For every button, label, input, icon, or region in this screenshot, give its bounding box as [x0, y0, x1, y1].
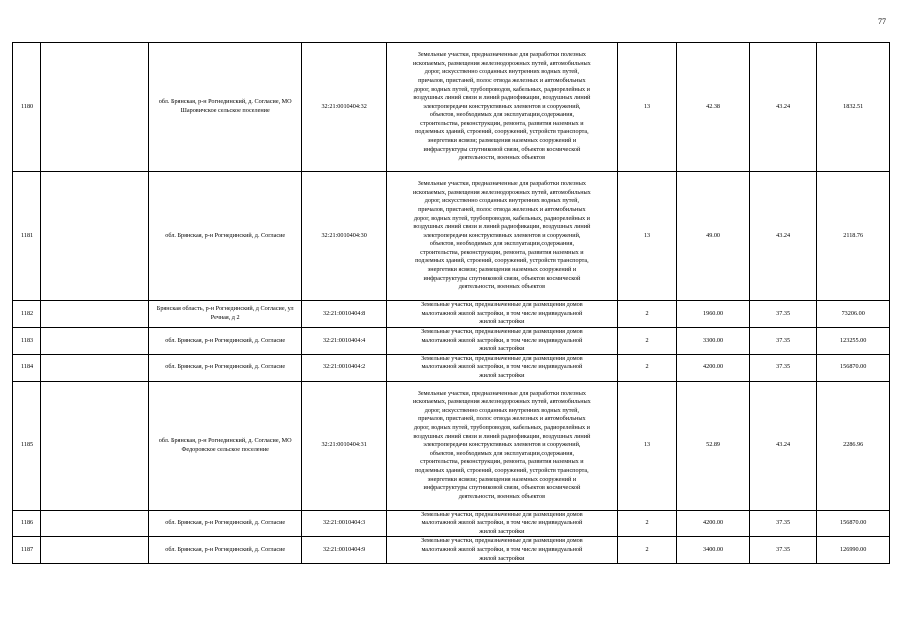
land-use-line: Земельные участки, предназначенные для разработки полезных [417, 389, 586, 397]
cadastral-value-cell: 156870.00 [817, 354, 890, 381]
use-code-cell: 2 [617, 354, 676, 381]
land-use-line: строительства, реконструкции, ремонта, развития наземных и [420, 458, 584, 466]
use-code-cell: 13 [617, 381, 676, 510]
land-use-line: Земельные участки, предназначенные для размещения домов [421, 510, 583, 518]
row-number: 1182 [13, 301, 41, 328]
blank-cell [41, 43, 149, 172]
cadastral-number-cell: 32:21:0010404:3 [302, 510, 387, 537]
row-number: 1186 [13, 510, 41, 537]
address-cell: Брянская область, р-н Рогнединский, д Согласие, ул Речная, д 2 [149, 301, 302, 328]
address-cell: обл. Брянская, р-н Рогнединский, д. Согласие [149, 172, 302, 301]
rate-cell: 37.35 [749, 354, 817, 381]
land-use-line: инфраструктуры спутниковой связи, объектов космической [423, 274, 581, 282]
page-number: 77 [878, 17, 886, 26]
land-use-line: Земельные участки, предназначенные для размещения домов [421, 354, 583, 362]
address-cell: обл. Брянская, р-н Рогнединский, д. Согласие, МО Федоровское сельское поселение [149, 381, 302, 510]
table-row [13, 354, 890, 381]
row-number: 1185 [13, 381, 41, 510]
use-code-cell: 2 [617, 537, 676, 564]
cadastral-number-cell: 32:21:0010404:32 [302, 43, 387, 172]
cadastral-number-cell: 32:21:0010404:2 [302, 354, 387, 381]
land-use-line: дорог, искусственно созданных внутренних водных путей, [424, 406, 580, 414]
land-use-line: жилой застройки [479, 371, 525, 379]
cadastral-value-cell: 2118.76 [817, 172, 890, 301]
area-cell: 1960.00 [677, 301, 750, 328]
blank-cell [41, 537, 149, 564]
use-code-cell: 2 [617, 301, 676, 328]
land-use-cell [386, 301, 617, 328]
land-use-line: ископаемых, размещения железнодорожных путей, автомобильных [412, 59, 591, 67]
land-use-line: электропередачи конструктивных элементов и сооружений, [423, 231, 581, 239]
cadastral-value-cell: 2286.96 [817, 381, 890, 510]
land-use-line: инфраструктуры спутниковой связи, объектов космической [423, 145, 581, 153]
land-use-cell [386, 43, 617, 172]
area-cell: 52.89 [677, 381, 750, 510]
land-use-line: жилой застройки [479, 345, 525, 353]
rate-cell: 43.24 [749, 381, 817, 510]
row-number: 1187 [13, 537, 41, 564]
rate-cell: 37.35 [749, 510, 817, 537]
table-row [13, 510, 890, 537]
row-number: 1183 [13, 328, 41, 355]
land-use-line: причалов, пристаней, полос отвода железных и автомобильных [418, 76, 586, 84]
address-cell: обл. Брянская, р-н Рогнединский, д. Согласие [149, 328, 302, 355]
land-use-line: ископаемых, размещения железнодорожных путей, автомобильных [412, 398, 591, 406]
area-cell: 42.38 [677, 43, 750, 172]
cadastral-value-cell: 1832.51 [817, 43, 890, 172]
blank-cell [41, 354, 149, 381]
land-use-line: дорог, водных путей, трубопроводов, кабельных, радиорелейных и [413, 214, 590, 222]
table-body [13, 43, 890, 564]
table-row [13, 381, 890, 510]
rate-cell: 37.35 [749, 328, 817, 355]
area-cell: 49.00 [677, 172, 750, 301]
land-use-line: деятельности, военных объектов [458, 154, 546, 162]
table-row [13, 301, 890, 328]
land-use-line: подземных зданий, строений, сооружений, устройств транспорта, [415, 128, 589, 136]
land-use-line: дорог, водных путей, трубопроводов, кабельных, радиорелейных и [413, 85, 590, 93]
cadastral-number-cell: 32:21:0010404:4 [302, 328, 387, 355]
land-use-line: малоэтажной жилой застройки, в том числе индивидуальной [421, 545, 583, 553]
table-row [13, 537, 890, 564]
rate-cell: 37.35 [749, 301, 817, 328]
land-use-cell [386, 381, 617, 510]
land-register-table [12, 42, 890, 564]
land-use-line: объектов, необходимых для эксплуатации,содержания, [429, 111, 575, 119]
land-use-line: электропередачи конструктивных элементов и сооружений, [423, 102, 581, 110]
cadastral-number-cell: 32:21:0010404:31 [302, 381, 387, 510]
rate-cell: 37.35 [749, 537, 817, 564]
table-row [13, 43, 890, 172]
cadastral-number-cell: 32:21:0010404:8 [302, 301, 387, 328]
land-use-line: жилой застройки [479, 527, 525, 535]
land-use-line: Земельные участки, предназначенные для разработки полезных [417, 51, 586, 59]
land-use-line: дорог, искусственно созданных внутренних водных путей, [424, 197, 580, 205]
land-use-line: деятельности, военных объектов [458, 283, 546, 291]
address-cell: обл. Брянская, р-н Рогнединский, д. Согласие, МО Шаровичское сельское поселение [149, 43, 302, 172]
land-use-cell [386, 537, 617, 564]
blank-cell [41, 510, 149, 537]
land-use-line: энергетики ясвязи; размещения наземных сооружений и [427, 266, 577, 274]
land-use-line: малоэтажной жилой застройки, в том числе индивидуальной [421, 519, 583, 527]
table-row [13, 172, 890, 301]
rate-cell: 43.24 [749, 43, 817, 172]
land-use-line: инфраструктуры спутниковой связи, объектов космической [423, 484, 581, 492]
land-use-line: малоэтажной жилой застройки, в том числе индивидуальной [421, 336, 583, 344]
land-use-line: Земельные участки, предназначенные для размещения домов [421, 537, 583, 545]
area-cell: 3300.00 [677, 328, 750, 355]
area-cell: 4200.00 [677, 510, 750, 537]
cadastral-number-cell: 32:21:0010404:9 [302, 537, 387, 564]
land-use-line: электропередачи конструктивных элементов и сооружений, [423, 441, 581, 449]
land-use-cell [386, 510, 617, 537]
land-use-line: причалов, пристаней, полос отвода железных и автомобильных [418, 415, 586, 423]
address-cell: обл. Брянская, р-н Рогнединский, д. Согласие [149, 537, 302, 564]
area-cell: 4200.00 [677, 354, 750, 381]
land-use-cell [386, 354, 617, 381]
land-use-line: жилой застройки [479, 318, 525, 326]
cadastral-value-cell: 156870.00 [817, 510, 890, 537]
land-use-line: Земельные участки, предназначенные для размещения домов [421, 328, 583, 335]
land-use-line: воздушных линий связи и линий радиофикации, воздушных линий [413, 94, 591, 102]
land-use-line: деятельности, военных объектов [458, 492, 546, 500]
cadastral-value-cell: 126990.00 [817, 537, 890, 564]
row-number: 1181 [13, 172, 41, 301]
land-use-line: подземных зданий, строений, сооружений, устройств транспорта, [415, 467, 589, 475]
land-use-cell [386, 172, 617, 301]
cadastral-value-cell: 73206.00 [817, 301, 890, 328]
table-row [13, 328, 890, 355]
land-use-line: причалов, пристаней, полос отвода железных и автомобильных [418, 205, 586, 213]
land-use-line: строительства, реконструкции, ремонта, развития наземных и [420, 119, 584, 127]
cadastral-number-cell: 32:21:0010404:30 [302, 172, 387, 301]
use-code-cell: 2 [617, 510, 676, 537]
land-use-line: жилой застройки [479, 554, 525, 562]
land-use-line: энергетики ясвязи; размещения наземных сооружений и [427, 137, 577, 145]
cadastral-value-cell: 123255.00 [817, 328, 890, 355]
area-cell: 3400.00 [677, 537, 750, 564]
blank-cell [41, 381, 149, 510]
land-use-line: малоэтажной жилой застройки, в том числе индивидуальной [421, 309, 583, 317]
use-code-cell: 13 [617, 43, 676, 172]
use-code-cell: 2 [617, 328, 676, 355]
row-number: 1180 [13, 43, 41, 172]
land-use-line: подземных зданий, строений, сооружений, устройств транспорта, [415, 257, 589, 265]
row-number: 1184 [13, 354, 41, 381]
address-cell: обл. Брянская, р-н Рогнединский, д. Согласие [149, 510, 302, 537]
land-use-line: объектов, необходимых для эксплуатации,содержания, [429, 449, 575, 457]
land-use-line: дорог, водных путей, трубопроводов, кабельных, радиорелейных и [413, 424, 590, 432]
land-use-line: дорог, искусственно созданных внутренних водных путей, [424, 68, 580, 76]
use-code-cell: 13 [617, 172, 676, 301]
land-use-line: ископаемых, размещения железнодорожных путей, автомобильных [412, 188, 591, 196]
land-use-line: воздушных линий связи и линий радиофикации, воздушных линий [413, 223, 591, 231]
land-use-line: строительства, реконструкции, ремонта, развития наземных и [420, 248, 584, 256]
land-use-line: объектов, необходимых для эксплуатации,содержания, [429, 240, 575, 248]
blank-cell [41, 301, 149, 328]
land-use-line: малоэтажной жилой застройки, в том числе индивидуальной [421, 363, 583, 371]
blank-cell [41, 328, 149, 355]
address-cell: обл. Брянская, р-н Рогнединский, д. Согласие [149, 354, 302, 381]
land-use-line: энергетики ясвязи; размещения наземных сооружений и [427, 475, 577, 483]
blank-cell [41, 172, 149, 301]
land-use-line: Земельные участки, предназначенные для разработки полезных [417, 180, 586, 188]
land-use-line: Земельные участки, предназначенные для размещения домов [421, 301, 583, 309]
rate-cell: 43.24 [749, 172, 817, 301]
land-use-cell [386, 328, 617, 355]
land-use-line: воздушных линий связи и линий радиофикации, воздушных линий [413, 432, 591, 440]
